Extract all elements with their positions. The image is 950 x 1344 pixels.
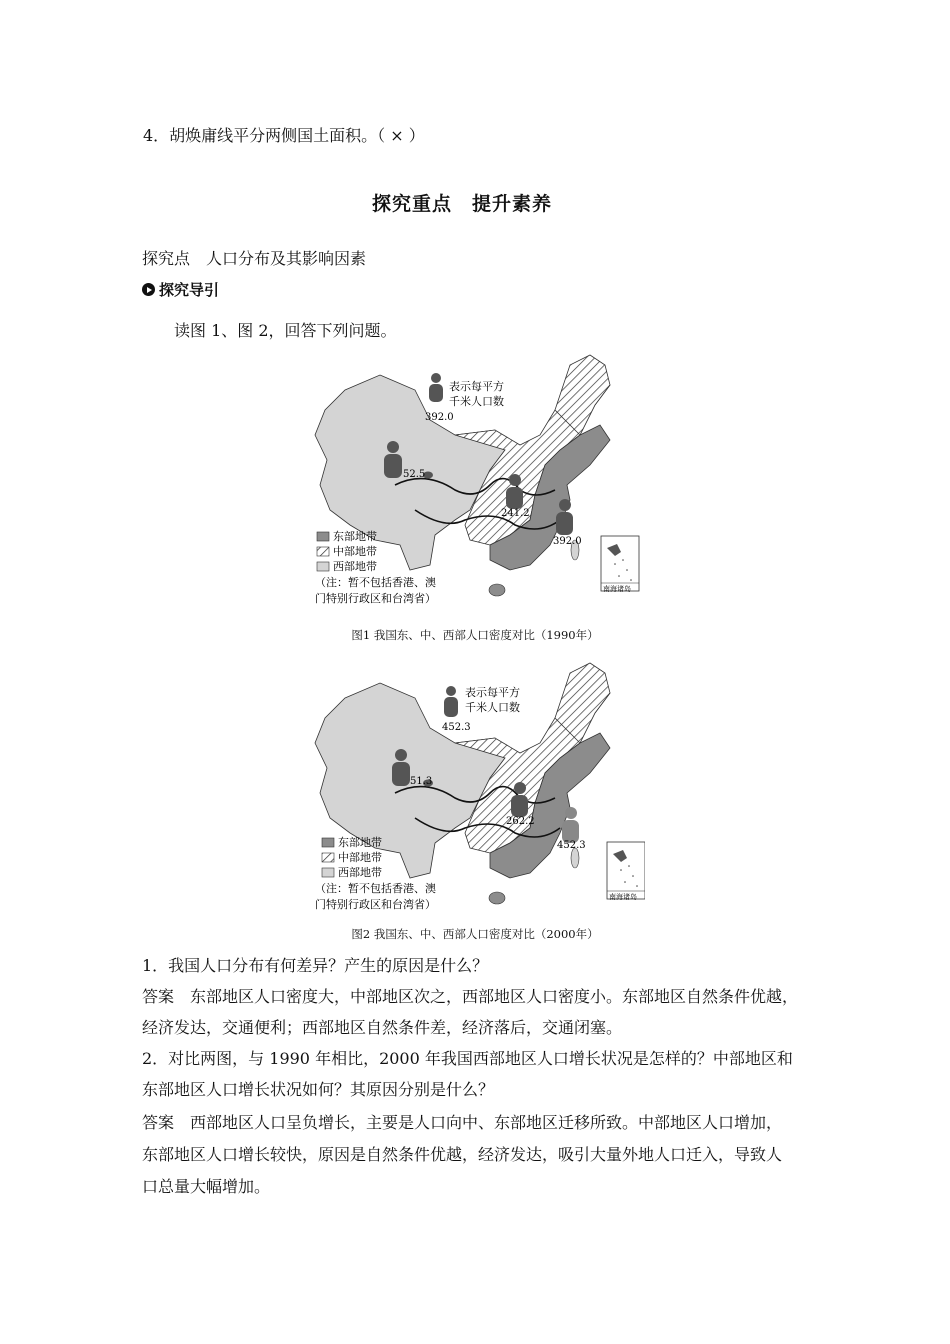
legend-value: 452.3 (442, 722, 471, 733)
legend-person-line1: 表示每平方 (465, 686, 520, 699)
person-icon-legend (429, 373, 443, 402)
question-2-line2: 东部地区人口增长状况如何？其原因分别是什么？ (142, 1080, 495, 1099)
question-2-line1: 2．对比两图，与 1990 年相比，2000 年我国西部地区人口增长状况是怎样的？中部地区和 (142, 1049, 793, 1068)
legend-west: 西部地带 (333, 560, 377, 573)
answer-1-line1: 答案 东部地区人口密度大，中部地区次之，西部地区人口密度小。东部地区自然条件优越， (142, 987, 799, 1006)
east-value: 452.3 (557, 840, 586, 851)
map-1990-caption: 图1 我国东、中、西部人口密度对比（1990年） (351, 628, 599, 642)
legend-east: 东部地带 (338, 836, 382, 849)
hainan-island (489, 892, 505, 904)
answer-2-line2: 东部地区人口增长较快，原因是自然条件优越，经济发达，吸引大量外地人口迁入，导致人 (142, 1145, 783, 1164)
inset-label: 南海诸岛 (603, 585, 631, 593)
play-circle-icon (142, 283, 155, 296)
legend-person-line2: 千米人口数 (465, 701, 520, 714)
guide-heading (142, 279, 219, 300)
top-item: 4．胡焕庸线平分两侧国土面积。（ × ） (143, 126, 425, 145)
south-sea-inset (607, 842, 645, 899)
guide-label: 探究导引 (159, 281, 220, 299)
instruction: 读图 1、图 2，回答下列问题。 (174, 321, 397, 340)
west-value: 51.3 (410, 776, 433, 787)
question-1: 1．我国人口分布有何差异？产生的原因是什么？ (142, 956, 489, 975)
map-2000 (305, 658, 645, 918)
explore-point: 探究点 人口分布及其影响因素 (142, 249, 367, 268)
hainan-island (489, 584, 505, 596)
legend-east: 东部地带 (333, 530, 377, 543)
answer-1-line2: 经济发达，交通便利；西部地区自然条件差，经济落后，交通闭塞。 (142, 1018, 623, 1037)
taiwan-island (571, 848, 579, 868)
legend-value: 392.0 (425, 412, 454, 423)
section-title: 探究重点 提升素养 (372, 193, 553, 215)
map-note-line1: （注：暂不包括香港、澳 (315, 576, 436, 589)
map-note-line2: 门特别行政区和台湾省） (315, 898, 436, 911)
map-2000-caption: 图2 我国东、中、西部人口密度对比（2000年） (351, 927, 599, 941)
legend-central: 中部地带 (333, 545, 377, 558)
legend-person-line1: 表示每平方 (449, 380, 504, 393)
answer-2-line3: 口总量大幅增加。 (142, 1177, 271, 1196)
map-note-line2: 门特别行政区和台湾省） (315, 592, 436, 605)
person-icon-legend (444, 686, 458, 717)
map-1990 (305, 350, 645, 610)
west-value: 52.5 (403, 469, 426, 480)
answer-2-line1: 答案 西部地区人口呈负增长，主要是人口向中、东部地区迁移所致。中部地区人口增加， (142, 1113, 783, 1132)
legend-west: 西部地带 (338, 866, 382, 879)
map-note-line1: （注：暂不包括香港、澳 (315, 882, 436, 895)
legend-central: 中部地带 (338, 851, 382, 864)
central-value: 241.2 (501, 508, 530, 519)
legend-person-line2: 千米人口数 (449, 395, 504, 408)
inset-label: 南海诸岛 (609, 893, 637, 901)
east-value: 392.0 (553, 536, 582, 547)
central-value: 262.2 (506, 816, 535, 827)
